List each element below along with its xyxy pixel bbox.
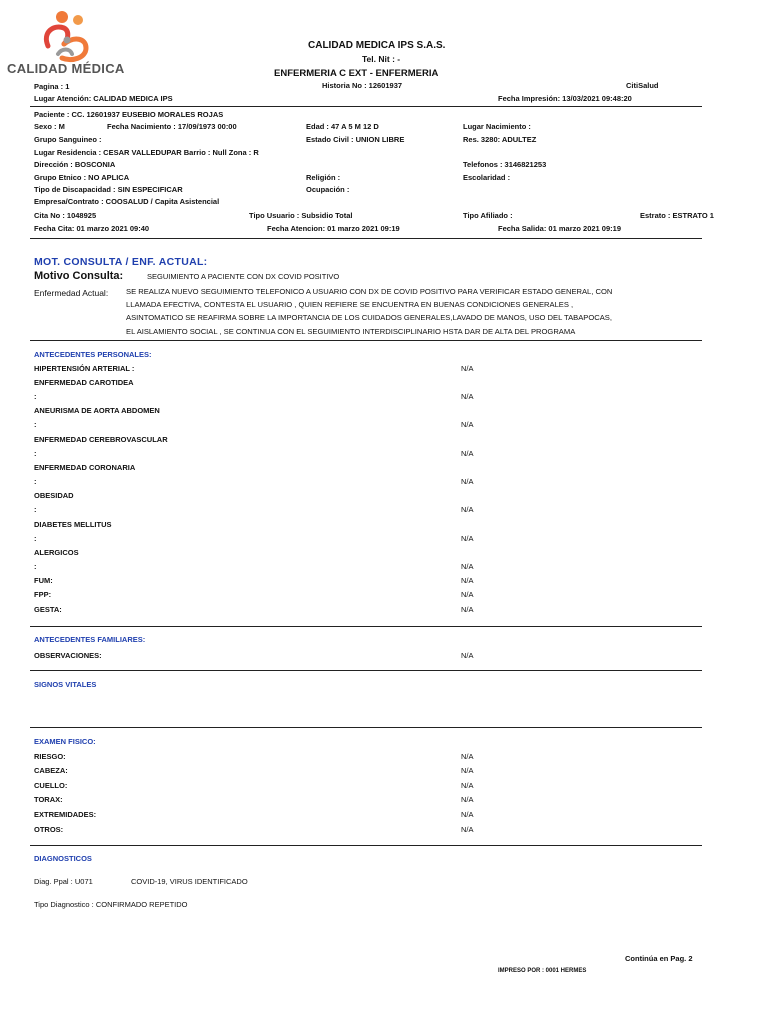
torax-value: N/A: [461, 795, 474, 804]
divider: [30, 106, 702, 107]
alergicos-value: N/A: [461, 562, 474, 571]
direccion: Dirección : BOSCONIA: [34, 160, 116, 169]
divider: [30, 670, 702, 671]
logo-wordmark: CALIDAD MÉDICA: [7, 61, 125, 76]
empresa-contrato: Empresa/Contrato : COOSALUD / Capita Asistencial: [34, 197, 220, 206]
divider: [30, 340, 702, 341]
impreso-por: IMPRESO POR : 0001 HERMES: [498, 968, 587, 974]
observaciones-label: OBSERVACIONES:: [34, 651, 102, 660]
lugar-residencia: Lugar Residencia : CESAR VALLEDUPAR Barrio : Null Zona : R: [34, 148, 259, 157]
fecha-atencion: Fecha Atencion: 01 marzo 2021 09:19: [267, 224, 400, 233]
company-name: CALIDAD MEDICA IPS S.A.S.: [308, 40, 446, 51]
grupo-sanguineo: Grupo Sanguineo :: [34, 135, 102, 144]
diabetes-colon: :: [34, 534, 37, 543]
cabeza-label: CABEZA:: [34, 766, 68, 775]
extremidades-label: EXTREMIDADES:: [34, 810, 97, 819]
hipertension-value: N/A: [461, 364, 474, 373]
historia-no: Historia No : 12601937: [322, 81, 403, 90]
examen-fisico-title: EXAMEN FISICO:: [34, 737, 96, 746]
obesidad-colon: :: [34, 505, 37, 514]
tipo-diagnostico: Tipo Diagnostico : CONFIRMADO REPETIDO: [34, 900, 188, 909]
riesgo-value: N/A: [461, 752, 474, 761]
fecha-salida: Fecha Salida: 01 marzo 2021 09:19: [498, 224, 621, 233]
fum-value: N/A: [461, 576, 474, 585]
coronaria-label: ENFERMEDAD CORONARIA: [34, 463, 136, 472]
otros-value: N/A: [461, 825, 474, 834]
cita-no: Cita No : 1048925: [34, 211, 97, 220]
cerebrovascular-colon: :: [34, 449, 37, 458]
fpp-label: FPP:: [34, 590, 52, 599]
diabetes-label: DIABETES MELLITUS: [34, 520, 112, 529]
torax-label: TORAX:: [34, 795, 63, 804]
sexo: Sexo : M: [34, 122, 65, 131]
ocupacion: Ocupación :: [306, 185, 350, 194]
extremidades-value: N/A: [461, 810, 474, 819]
estrato: Estrato : ESTRATO 1: [640, 211, 714, 220]
edad: Edad : 47 A 5 M 12 D: [306, 122, 379, 131]
obesidad-label: OBESIDAD: [34, 491, 74, 500]
coronaria-colon: :: [34, 477, 37, 486]
family-logo-icon: [20, 6, 130, 66]
gesta-label: GESTA:: [34, 605, 62, 614]
hipertension-label: HIPERTENSIÓN ARTERIAL :: [34, 364, 135, 373]
antecedentes-personales-title: ANTECEDENTES PERSONALES:: [34, 350, 152, 359]
fecha-nacimiento: Fecha Nacimiento : 17/09/1973 00:00: [107, 122, 237, 131]
carotidea-colon: :: [34, 392, 37, 401]
religion: Religión :: [306, 173, 341, 182]
fpp-value: N/A: [461, 590, 474, 599]
enfermedad-actual-text: [126, 285, 706, 338]
res-3280: Res. 3280: ADULTEZ: [463, 135, 537, 144]
aneurisma-value: N/A: [461, 420, 474, 429]
motivo-consulta-value: SEGUIMIENTO A PACIENTE CON DX COVID POSITIVO: [147, 272, 340, 281]
diag-ppal: Diag. Ppal : U071: [34, 877, 93, 886]
tipo-usuario: Tipo Usuario : Subsidio Total: [249, 211, 353, 220]
alergicos-label: ALERGICOS: [34, 548, 79, 557]
diag-description: COVID-19, VIRUS IDENTIFICADO: [131, 877, 248, 886]
enfermedad-line: EL AISLAMIENTO SOCIAL , SE CONTINUA CON EL SEGUIMIENTO INTERDISCIPLINARIO HSTA DAR DE ALTA DEL PROGRAMA: [126, 326, 576, 336]
carotidea-label: ENFERMEDAD CAROTIDEA: [34, 378, 134, 387]
carotidea-value: N/A: [461, 392, 474, 401]
fecha-cita: Fecha Cita: 01 marzo 2021 09:40: [34, 224, 150, 233]
enfermedad-line: ASINTOMATICO SE REAFIRMA SOBRE LA IMPORTANCIA DE LOS CUIDADOS GENERALES,LAVADO DE MANOS, USO DEL TABAPOCAS,: [126, 313, 612, 323]
tel-nit: Tel. Nit : -: [362, 54, 401, 64]
alergicos-colon: :: [34, 562, 37, 571]
signos-vitales-title: SIGNOS VITALES: [34, 680, 97, 689]
paciente: Paciente : CC. 12601937 EUSEBIO MORALES ROJAS: [34, 110, 224, 119]
company-logo: [7, 6, 130, 76]
divider: [30, 845, 702, 846]
coronaria-value: N/A: [461, 477, 474, 486]
cuello-value: N/A: [461, 781, 474, 790]
fecha-impresion: Fecha Impresión: 13/03/2021 09:48:20: [498, 94, 632, 103]
cuello-label: CUELLO:: [34, 781, 68, 790]
pagina: Pagina : 1: [34, 82, 70, 91]
enfermedad-line: SE REALIZA NUEVO SEGUIMIENTO TELEFONICO A USUARIO CON DX DE COVID POSITIVO PARA VERIFICAR ESTADO GENERAL, CON: [126, 287, 613, 296]
aneurisma-label: ANEURISMA DE AORTA ABDOMEN: [34, 406, 160, 415]
tipo-discapacidad: Tipo de Discapacidad : SIN ESPECIFICAR: [34, 185, 183, 194]
cerebrovascular-value: N/A: [461, 449, 474, 458]
cabeza-value: N/A: [461, 766, 474, 775]
escolaridad: Escolaridad :: [463, 173, 511, 182]
antecedentes-familiares-title: ANTECEDENTES FAMILIARES:: [34, 635, 146, 644]
riesgo-label: RIESGO:: [34, 752, 66, 761]
cerebrovascular-label: ENFERMEDAD CEREBROVASCULAR: [34, 435, 168, 444]
consulta-section-title: MOT. CONSULTA / ENF. ACTUAL:: [34, 256, 208, 268]
aneurisma-colon: :: [34, 420, 37, 429]
otros-label: OTROS:: [34, 825, 64, 834]
fum-label: FUM:: [34, 576, 53, 585]
gesta-value: N/A: [461, 605, 474, 614]
telefonos: Telefonos : 3146821253: [463, 160, 547, 169]
continua-pag: Continúa en Pag. 2: [625, 954, 693, 963]
tipo-afiliado: Tipo Afiliado :: [463, 211, 513, 220]
divider: [30, 238, 702, 239]
enfermedad-line: LLAMADA EFECTIVA, CONTESTA EL USUARIO , QUIEN REFIERE SE ENCUENTRA EN BUENAS CONDICIONES GENERALES ,: [126, 300, 574, 310]
motivo-consulta-label: Motivo Consulta:: [34, 270, 124, 282]
lugar-atencion: Lugar Atención: CALIDAD MEDICA IPS: [34, 94, 173, 103]
estado-civil: Estado Civil : UNION LIBRE: [306, 135, 405, 144]
lugar-nacimiento: Lugar Nacimiento :: [463, 122, 531, 131]
grupo-etnico: Grupo Etnico : NO APLICA: [34, 173, 130, 182]
obesidad-value: N/A: [461, 505, 474, 514]
divider: [30, 626, 702, 627]
insurer-name: CitiSalud: [626, 81, 659, 90]
diabetes-value: N/A: [461, 534, 474, 543]
enfermedad-actual-label: Enfermedad Actual:: [34, 288, 109, 298]
diagnosticos-title: DIAGNOSTICOS: [34, 854, 92, 863]
department-title: ENFERMERIA C EXT - ENFERMERIA: [274, 68, 439, 79]
divider: [30, 727, 702, 728]
observaciones-value: N/A: [461, 651, 474, 660]
